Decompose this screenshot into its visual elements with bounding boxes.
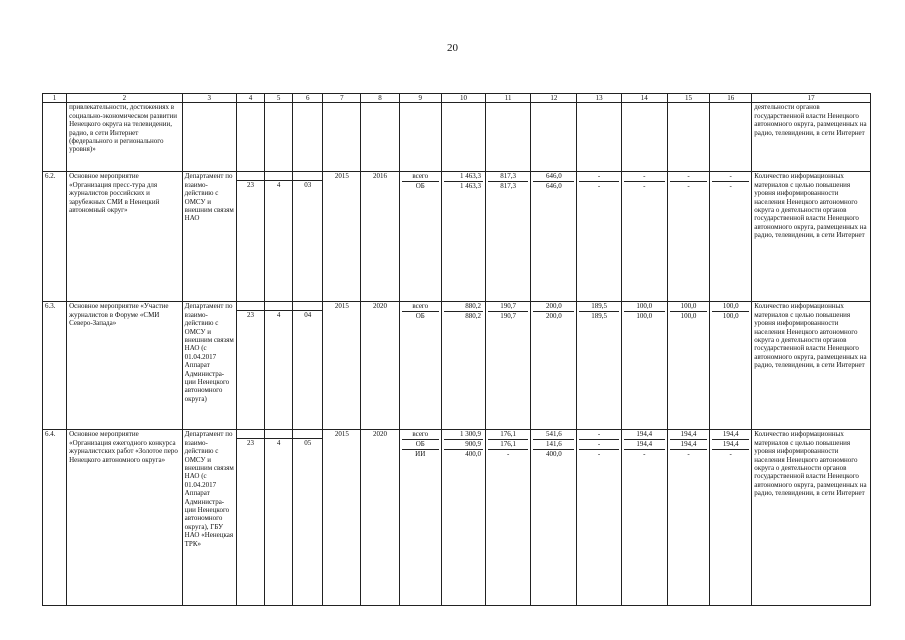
value-cell: -	[579, 172, 618, 182]
code-gp: 23	[246, 439, 254, 448]
header-row	[43, 94, 871, 103]
source-cell: всего	[402, 172, 439, 182]
value-cell: -	[597, 450, 601, 459]
row-number: 6.2.	[43, 172, 67, 302]
value-cell: 880,2	[444, 302, 483, 312]
value-cell: -	[687, 182, 690, 191]
end-year: 2016	[361, 172, 399, 302]
header-cell: 2	[67, 94, 183, 103]
header-cell: 17	[752, 94, 871, 103]
value-cell: -	[579, 440, 618, 450]
executor: Департамент по взаимо-действию с ОМСУ и внешним связям НАО (с 01.04.2017 Аппарат Администра-ции Ненецкого автономного округа), ГБУ НАО «Ненецкая ТРК»	[182, 430, 236, 606]
value-cell: 1 463,3	[444, 172, 483, 182]
header-cell: 15	[667, 94, 709, 103]
table-row	[43, 302, 871, 430]
continuation-row	[43, 103, 871, 172]
continuation-name: привлекательности, достижениях в социально-экономическом развитии Ненецкого округа на телевидении, радио, в сети Интернет (федерального и регионального уровня)»	[67, 103, 183, 172]
header-cell: 14	[621, 94, 667, 103]
value-cell: 100,0	[722, 312, 739, 321]
value-cell: -	[506, 450, 510, 459]
start-year: 2015	[323, 302, 361, 430]
value-cell: 141,6	[533, 440, 574, 450]
value-cell: 194,4	[670, 430, 707, 440]
header-cell: 5	[265, 94, 293, 103]
header-cell: 8	[361, 94, 399, 103]
measure-name: Основное мероприятие «Организация ежегодного конкурса журналистских работ «Золотое перо Ненецкого автономного округа»	[67, 430, 183, 606]
value-cell: 189,5	[579, 302, 618, 312]
indicator: Количество информационных материалов с целью повышения уровня информированности населения Ненецкого автономного округа о деятельности органов государственной власти Ненецкого автономного округа, размещенных на радио, телевидении, в сети Интернет	[752, 430, 871, 606]
header-cell: 1	[43, 94, 67, 103]
source-cell: ОБ	[415, 312, 425, 321]
code-gp: 23	[246, 311, 254, 320]
value-cell: 900,9	[444, 440, 483, 450]
value-cell: 646,0	[533, 172, 574, 182]
value-cell: 100,0	[670, 302, 707, 312]
value-cell: 194,4	[624, 430, 665, 440]
header-cell: 3	[182, 94, 236, 103]
measure-name: Основное мероприятие «Участие журналистов в Форуме «СМИ Северо-Запада»	[67, 302, 183, 430]
value-cell: 646,0	[545, 182, 562, 191]
value-cell: 189,5	[591, 312, 607, 321]
indicator: Количество информационных материалов с целью повышения уровня информированности населения Ненецкого автономного округа о деятельности органов государственной власти Ненецкого автономного округа, размещенных на радио, телевидении, в сети Интернет	[752, 302, 871, 430]
continuation-indicator: деятельности органов государственной власти Ненецкого автономного округа, размещенных на радио, телевидении, в сети Интернет	[752, 103, 871, 172]
program-table	[42, 93, 871, 606]
value-cell: 100,0	[624, 302, 665, 312]
value-cell: 190,7	[500, 312, 517, 321]
header-cell: 16	[710, 94, 752, 103]
header-cell: 13	[577, 94, 621, 103]
executor: Департамент по взаимо-действию с ОМСУ и внешним связям НАО (с 01.04.2017 Аппарат Администра-ции Ненецкого автономного округа)	[182, 302, 236, 430]
code-pp: 4	[276, 181, 281, 190]
start-year: 2015	[323, 430, 361, 606]
end-year: 2020	[361, 430, 399, 606]
start-year: 2015	[323, 172, 361, 302]
value-cell: 880,2	[465, 312, 482, 321]
code-pp: 4	[276, 439, 281, 448]
value-cell: 817,3	[500, 182, 517, 191]
table-row	[43, 172, 871, 302]
value-cell: 194,4	[624, 440, 665, 450]
value-cell: 200,0	[545, 312, 562, 321]
value-cell: 541,6	[533, 430, 574, 440]
value-cell: 200,0	[533, 302, 574, 312]
value-cell: -	[687, 450, 690, 459]
source-cell: всего	[402, 302, 439, 312]
measure-name: Основное мероприятие «Организация пресс-тура для журналистов российских и зарубежных СМИ в Ненецкий автономный округ»	[67, 172, 183, 302]
value-cell: 100,0	[680, 312, 697, 321]
value-cell: -	[670, 172, 707, 182]
value-cell: 1 463,3	[460, 182, 482, 191]
executor: Департамент по взаимо-действию с ОМСУ и внешним связям НАО	[182, 172, 236, 302]
value-cell: -	[643, 182, 646, 191]
value-cell: 100,0	[712, 302, 749, 312]
header-cell: 4	[236, 94, 264, 103]
value-cell: 194,4	[670, 440, 707, 450]
table-row	[43, 430, 871, 606]
value-cell: 176,1	[488, 440, 528, 450]
source-cell: всего	[402, 430, 439, 440]
code-om: 04	[304, 311, 312, 320]
value-cell: -	[643, 450, 646, 459]
value-cell: -	[597, 182, 601, 191]
code-gp: 23	[246, 181, 254, 190]
value-cell: 817,3	[488, 172, 528, 182]
source-cell: ОБ	[402, 440, 439, 450]
code-om: 05	[304, 439, 312, 448]
page-number: 20	[447, 42, 458, 54]
value-cell: 100,0	[636, 312, 653, 321]
value-cell: -	[729, 450, 732, 459]
value-cell: 194,4	[712, 430, 749, 440]
value-cell: -	[624, 172, 665, 182]
code-pp: 4	[276, 311, 281, 320]
value-cell: -	[729, 182, 732, 191]
end-year: 2020	[361, 302, 399, 430]
indicator: Количество информационных материалов с целью повышения уровня информированности населения Ненецкого автономного округа о деятельности органов государственной власти Ненецкого автономного округа, размещенных на радио, телевидении, в сети Интернет	[752, 172, 871, 302]
code-om: 03	[304, 181, 312, 190]
value-cell: -	[712, 172, 749, 182]
value-cell: 400,0	[465, 450, 482, 459]
row-number: 6.3.	[43, 302, 67, 430]
value-cell: 190,7	[488, 302, 528, 312]
value-cell: 194,4	[712, 440, 749, 450]
value-cell: 400,0	[545, 450, 562, 459]
header-cell: 10	[441, 94, 485, 103]
header-cell: 7	[323, 94, 361, 103]
header-cell: 6	[293, 94, 323, 103]
value-cell: -	[579, 430, 618, 440]
value-cell: 1 300,9	[444, 430, 483, 440]
source-cell: ОБ	[415, 182, 425, 191]
source-cell: ИИ	[415, 450, 426, 459]
value-cell: 176,1	[488, 430, 528, 440]
header-cell: 9	[399, 94, 441, 103]
header-cell: 12	[531, 94, 577, 103]
row-number: 6.4.	[43, 430, 67, 606]
header-cell: 11	[486, 94, 531, 103]
